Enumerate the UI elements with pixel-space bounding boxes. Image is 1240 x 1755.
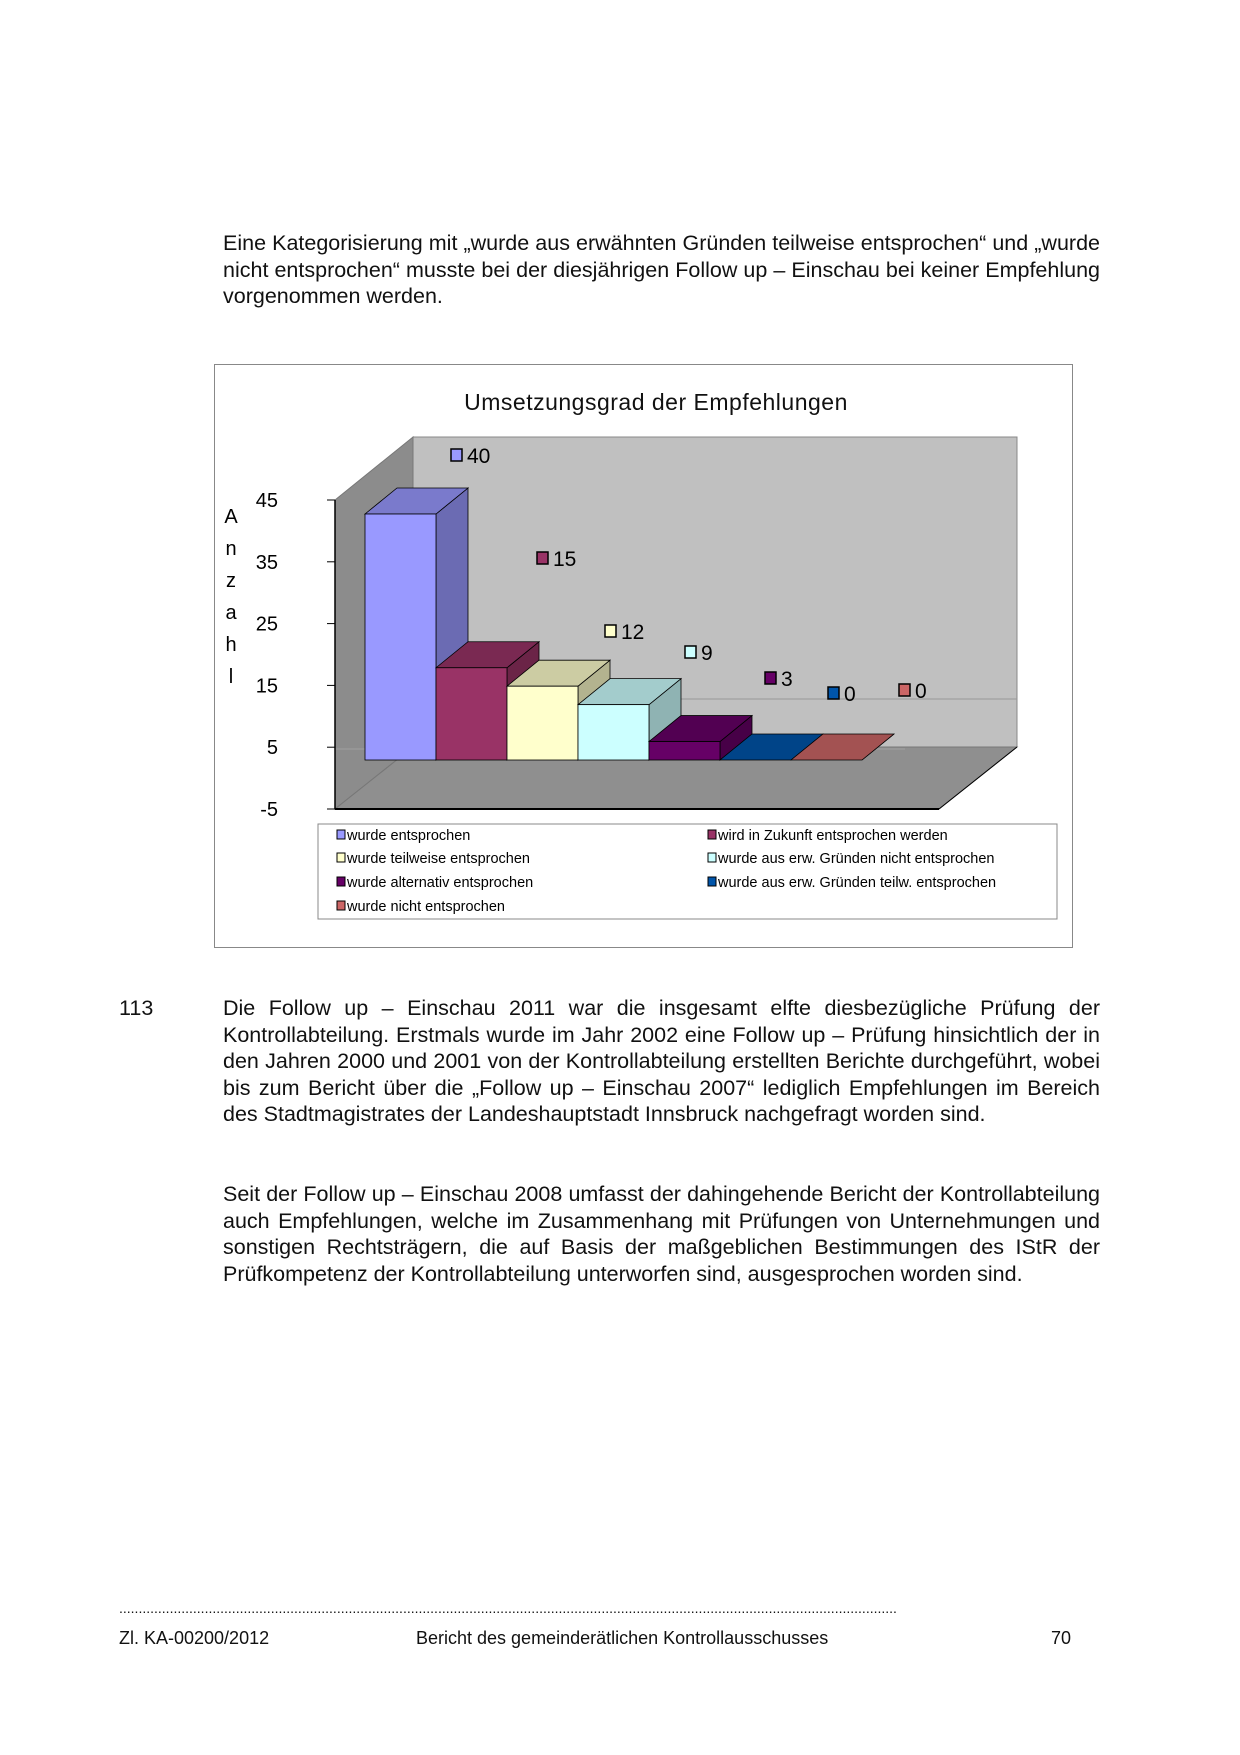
- y-axis-label-letter: A: [224, 506, 238, 528]
- y-axis-label-letter: a: [225, 602, 237, 624]
- chart-umsetzungsgrad: [214, 364, 1073, 948]
- page-number: 70: [1050, 1628, 1071, 1648]
- bar-2: [436, 668, 507, 760]
- y-tick-label: 5: [266, 737, 278, 760]
- bar-3: [507, 686, 578, 760]
- data-label-marker: [828, 687, 839, 699]
- legend-item: wurde teilweise entsprochen: [347, 851, 530, 867]
- chart-title: Umsetzungsgrad der Empfehlungen: [464, 389, 848, 415]
- chart-svg: [215, 365, 1074, 949]
- paragraph-113-a: Die Follow up – Einschau 2011 war die insgesamt elfte diesbezügliche Prüfung der Kontrollabteilung. Erstmals wurde im Jahr 2002 eine Follow up – Prüfung hinsichtlich der in den Jahren 2000 und 2001 von der Kontrollabteilung erstellten Berichte durchgeführt, wobei bis zum Bericht über die „Follow up – Einschau 2007“ lediglich Empfehlungen im Bereich des Stadtmagistrates der Landeshauptstadt Innsbruck nachgefragt worden sind.: [223, 996, 1100, 1127]
- data-label: 9: [701, 642, 713, 665]
- legend-marker: [708, 877, 716, 886]
- y-tick-label: 45: [255, 490, 278, 512]
- data-label: 40: [467, 445, 491, 468]
- legend-item: wurde entsprochen: [347, 828, 471, 844]
- y-axis-label-letter: l: [228, 666, 234, 688]
- legend-marker: [337, 877, 345, 886]
- data-label: 12: [621, 621, 645, 644]
- data-label-marker: [605, 625, 616, 637]
- footer-divider: ........................................................................................................................................................................................................: [119, 1600, 897, 1616]
- legend-item: wurde aus erw. Gründen nicht entsprochen: [718, 851, 995, 867]
- data-label-marker: [899, 684, 910, 696]
- data-label: 0: [844, 683, 856, 706]
- y-tick-label: 15: [255, 675, 278, 698]
- legend-marker: [337, 901, 345, 910]
- legend-item: wird in Zukunft entsprochen werden: [718, 828, 948, 844]
- data-label-marker: [765, 672, 776, 684]
- y-axis-label-letter: z: [226, 570, 236, 592]
- data-label: 0: [915, 680, 927, 703]
- y-tick-label: 35: [255, 551, 278, 574]
- legend-item: wurde alternativ entsprochen: [347, 875, 534, 891]
- intro-paragraph: Eine Kategorisierung mit „wurde aus erwähnten Gründen teilweise entsprochen“ und „wurde nicht entsprochen“ musste bei der diesjährigen Follow up – Einschau bei keiner Empfehlung vorgenommen werden.: [223, 231, 1100, 309]
- data-label-marker: [685, 646, 696, 658]
- legend-marker: [708, 830, 716, 839]
- bar-1: [365, 514, 436, 760]
- footer-reference: Zl. KA-00200/2012: [119, 1628, 270, 1648]
- y-tick-label: 25: [255, 613, 278, 636]
- y-tick-label: -5: [260, 799, 278, 821]
- legend-item: wurde nicht entsprochen: [347, 899, 505, 915]
- paragraph-number: 113: [119, 996, 154, 1020]
- y-axis-label-letter: n: [225, 538, 237, 560]
- legend-marker: [708, 853, 716, 862]
- legend-item: wurde aus erw. Gründen teilw. entsprochen: [718, 875, 997, 891]
- data-label-marker: [451, 449, 462, 461]
- legend-marker: [337, 830, 345, 839]
- data-label: 3: [781, 668, 793, 691]
- paragraph-113-b: Seit der Follow up – Einschau 2008 umfasst der dahingehende Bericht der Kontrollabteilung auch Empfehlungen, welche im Zusammenhang mit Prüfungen von Unternehmungen und sonstigen Rechtsträgern, die auf Basis der maßgeblichen Bestimmungen des IStR der Prüfkompetenz der Kontrollabteilung unterworfen sind, ausgesprochen worden sind.: [223, 1182, 1100, 1286]
- data-label: 15: [553, 548, 577, 571]
- bar-5: [649, 742, 720, 760]
- data-label-marker: [537, 552, 548, 564]
- y-axis-label-letter: h: [225, 634, 237, 656]
- bar-4: [578, 705, 649, 760]
- legend-marker: [337, 853, 345, 862]
- footer-title: Bericht des gemeinderätlichen Kontrollausschusses: [416, 1628, 829, 1648]
